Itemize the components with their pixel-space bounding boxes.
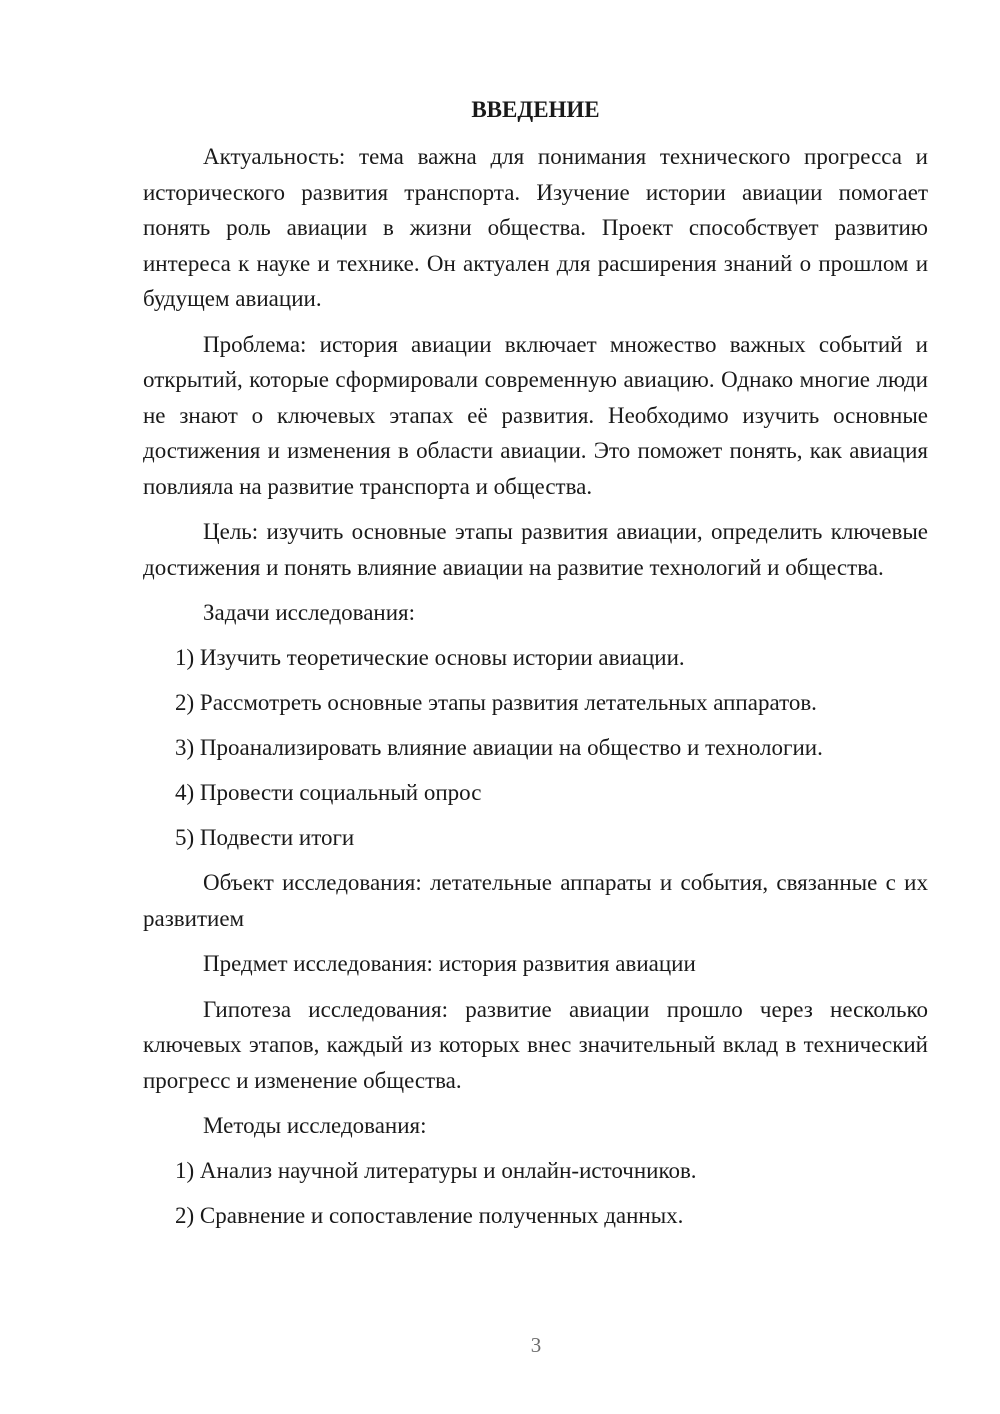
task-item: 4) Провести социальный опрос: [175, 780, 482, 805]
task-item: 3) Проанализировать влияние авиации на общество и технологии.: [175, 735, 823, 760]
page-number: 3: [530, 1333, 542, 1357]
task-item: 5) Подвести итоги: [175, 825, 355, 850]
goal-paragraph: Цель: изучить основные этапы развития авиации, определить ключевые достижения и понять влияние авиации на развитие технологий и общества.: [143, 519, 928, 580]
task-item: 2) Рассмотреть основные этапы развития летательных аппаратов.: [175, 690, 817, 715]
problem-paragraph: Проблема: история авиации включает множество важных событий и открытий, которые сформировали современную авиацию. Однако многие люди не знают о ключевых этапах её развития. Необходимо изучить основные достижения и изменения в области авиации. Это поможет понять, как авиация повлияла на развитие транспорта и общества.: [143, 331, 928, 499]
task-item: 1) Изучить теоретические основы истории авиации.: [175, 645, 685, 670]
tasks-label: Задачи исследования:: [203, 600, 416, 625]
relevance-paragraph: Актуальность: тема важна для понимания технического прогресса и исторического развития транспорта. Изучение истории авиации помогает понять роль авиации в жизни общества. Проект способствует развитию интереса к науке и технике. Он актуален для расширения знаний о прошлом и будущем авиации.: [143, 144, 928, 311]
page-title: ВВЕДЕНИЕ: [471, 97, 600, 122]
methods-label: Методы исследования:: [203, 1113, 427, 1138]
hypothesis-paragraph: Гипотеза исследования: развитие авиации прошло через несколько ключевых этапов, каждый из которых внес значительный вклад в технический прогресс и изменение общества.: [143, 996, 928, 1093]
methods-list: [143, 1153, 928, 1233]
subject-paragraph: Предмет исследования: история развития авиации: [203, 951, 696, 976]
object-paragraph: Объект исследования: летательные аппараты и события, связанные с их развитием: [143, 870, 928, 931]
method-item: 1) Анализ научной литературы и онлайн-источников.: [175, 1158, 697, 1183]
tasks-list: [143, 640, 928, 855]
method-item: 2) Сравнение и сопоставление полученных данных.: [175, 1203, 684, 1228]
document-page: [143, 92, 928, 1243]
